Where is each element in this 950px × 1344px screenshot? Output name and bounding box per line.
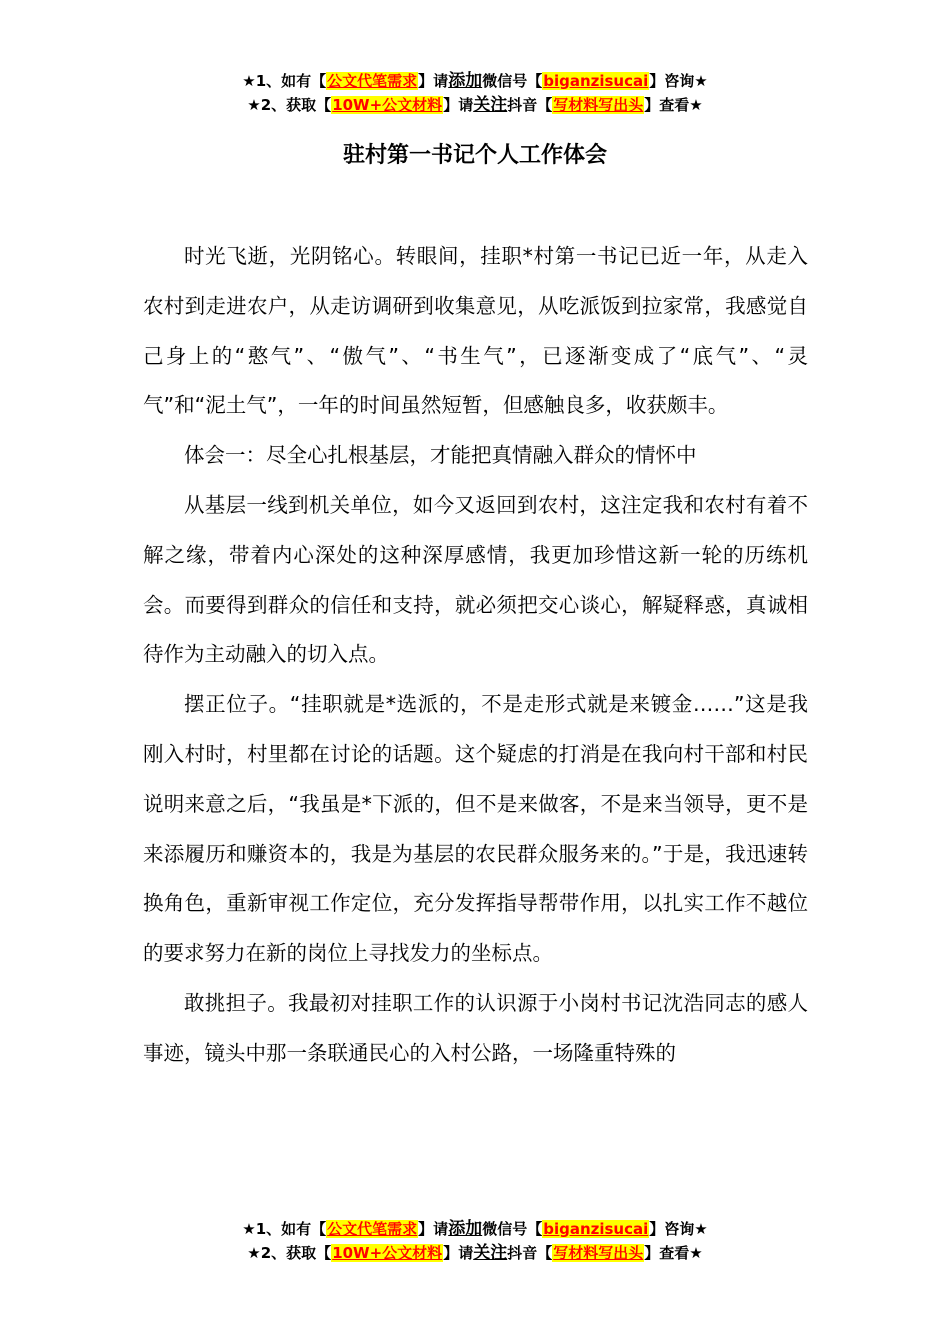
banner-highlight: 10W+公文材料 (332, 96, 443, 114)
banner-text: 】请 (443, 1244, 474, 1262)
banner-underlined: 关注 (473, 95, 508, 115)
banner-text: 微信号【 (482, 72, 543, 90)
banner-line-1 (0, 1217, 950, 1241)
banner-text: ★2、获取【 (247, 96, 332, 114)
banner-text: 】查看★ (644, 96, 703, 114)
banner-text: 微信号【 (482, 1220, 543, 1238)
banner-line-2 (0, 93, 950, 117)
banner-highlight-wechat-id: biganzisucai (543, 72, 649, 90)
banner-highlight: 公文代笔需求 (327, 72, 418, 90)
banner-underlined: 添加 (448, 71, 483, 91)
banner-text: 抖音【 (507, 1244, 553, 1262)
banner-underlined: 关注 (473, 1243, 508, 1263)
paragraph: 时光飞逝，光阴铭心。转眼间，挂职*村第一书记已近一年，从走入农村到走进农户，从走访调研到收集意见，从吃派饭到拉家常，我感觉自己身上的“憨气”、“傲气”、“书生气”，已逐渐变成了“底气”、“灵气”和“泥土气”，一年的时间虽然短暂，但感触良多，收获颇丰。 (143, 244, 808, 418)
banner-text: 】查看★ (644, 1244, 703, 1262)
banner-text: 】请 (443, 96, 474, 114)
document-body (143, 232, 808, 1079)
header-banner (0, 69, 950, 117)
section-heading: 体会一：尽全心扎根基层，才能把真情融入群众的情怀中 (184, 443, 697, 468)
footer-banner (0, 1217, 950, 1265)
banner-highlight: 10W+公文材料 (332, 1244, 443, 1262)
banner-text: 】咨询★ (649, 72, 708, 90)
paragraph: 从基层一线到机关单位，如今又返回到农村，这注定我和农村有着不解之缘，带着内心深处的这种深厚感情，我更加珍惜这新一轮的历练机会。而要得到群众的信任和支持，就必须把交心谈心，解疑释惑，真诚相待作为主动融入的切入点。 (143, 492, 808, 667)
banner-highlight-douyin: 写材料写出头 (553, 96, 644, 114)
banner-text: 】请 (418, 1220, 449, 1238)
banner-text: 抖音【 (507, 96, 553, 114)
banner-text: ★1、如有【 (242, 1220, 327, 1238)
paragraph: 敢挑担子。我最初对挂职工作的认识源于小岗村书记沈浩同志的感人事迹，镜头中那一条联通民心的入村公路，一场隆重特殊的 (143, 990, 808, 1065)
banner-line-1 (0, 69, 950, 93)
banner-highlight-douyin: 写材料写出头 (553, 1244, 644, 1262)
banner-line-2 (0, 1241, 950, 1265)
banner-text: 】请 (418, 72, 449, 90)
banner-underlined: 添加 (448, 1219, 483, 1239)
banner-highlight-wechat-id: biganzisucai (543, 1220, 649, 1238)
banner-text: ★1、如有【 (242, 72, 327, 90)
document-title: 驻村第一书记个人工作体会 (342, 143, 607, 168)
banner-text: ★2、获取【 (247, 1244, 332, 1262)
banner-text: 】咨询★ (649, 1220, 708, 1238)
banner-highlight: 公文代笔需求 (327, 1220, 418, 1238)
paragraph: 摆正位子。“挂职就是*选派的，不是走形式就是来镀金……”这是我刚入村时，村里都在讨论的话题。这个疑虑的打消是在我向村干部和村民说明来意之后，“我虽是*下派的，但不是来做客，不是来当领导，更不是来添履历和赚资本的，我是为基层的农民群众服务来的。”于是，我迅速转换角色，重新审视工作定位，充分发挥指导帮带作用，以扎实工作不越位的要求努力在新的岗位上寻找发力的坐标点。 (143, 692, 808, 966)
